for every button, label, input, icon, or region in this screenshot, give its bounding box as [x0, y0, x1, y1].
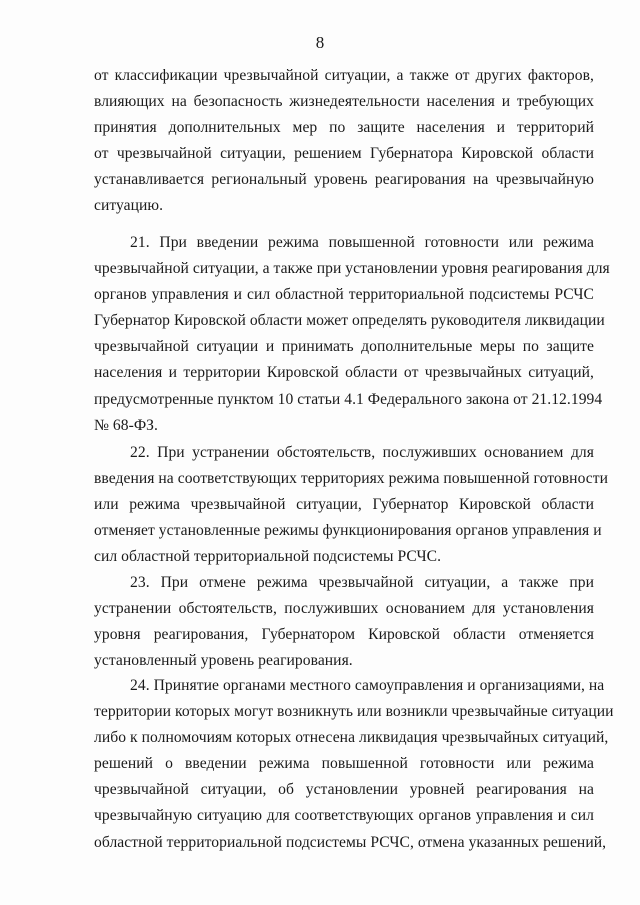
text-line: или режима чрезвычайной ситуации, Губернатор Кировской области [94, 496, 594, 514]
text-line: введения на соответствующих территориях режима повышенной готовности [94, 470, 609, 488]
text-line: отменяет установленные режимы функционирования органов управления и [94, 522, 602, 540]
text-line: 23. При отмене режима чрезвычайной ситуации, а также при [130, 574, 594, 591]
text-line: либо к полномочиям которых отнесена ликвидация чрезвычайных ситуаций, [94, 729, 609, 747]
text-line: уровня реагирования, Губернатором Кировской области отменяется [94, 626, 594, 644]
text-line: чрезвычайной ситуации и принимать дополнительные меры по защите [94, 338, 594, 356]
text-line: принятия дополнительных мер по защите населения и территорий [94, 119, 594, 137]
text-line: решений о введении режима повышенной готовности или режима [94, 755, 594, 773]
text-line: чрезвычайной ситуации, а также при установлении уровня реагирования для [94, 260, 610, 278]
page-number: 8 [315, 33, 325, 52]
text-line: областной территориальной подсистемы РСЧС, отмена указанных решений, [94, 833, 607, 851]
text-line: населения и территории Кировской области от чрезвычайных ситуаций, [94, 364, 594, 382]
text-line: устранении обстоятельств, послуживших основанием для установления [94, 600, 594, 618]
text-line: чрезвычайной ситуации, об установлении уровней реагирования на [94, 781, 594, 799]
text-line: устанавливается региональный уровень реагирования на чрезвычайную [94, 171, 594, 189]
text-line: от классификации чрезвычайной ситуации, а также от других факторов, [94, 67, 594, 84]
text-line: территории которых могут возникнуть или возникли чрезвычайные ситуации [94, 703, 614, 721]
text-line: органов управления и сил областной территориальной подсистемы РСЧС [94, 286, 594, 304]
text-line: чрезвычайную ситуацию для соответствующих органов управления и сил [94, 807, 594, 825]
text-line: № 68-ФЗ. [94, 416, 158, 434]
text-line: от чрезвычайной ситуации, решением Губернатора Кировской области [94, 145, 594, 163]
paragraph-p-21 [94, 230, 610, 439]
text-line: влияющих на безопасность жизнедеятельности населения и требующих [94, 93, 594, 111]
text-line: установленный уровень реагирования. [94, 652, 353, 670]
text-line: Губернатор Кировской области может определять руководителя ликвидации [94, 312, 605, 330]
text-line: 24. Принятие органами местного самоуправления и организациями, на [130, 677, 605, 694]
text-line: сил областной территориальной подсистемы РСЧС. [94, 548, 442, 566]
text-line: предусмотренные пунктом 10 статьи 4.1 Федерального закона от 21.12.1994 [94, 390, 603, 408]
text-line: ситуацию. [94, 197, 164, 215]
text-line: 21. При введении режима повышенной готовности или режима [130, 234, 594, 251]
paragraph-p-cont [94, 63, 594, 220]
paragraph-p-22 [94, 440, 609, 570]
paragraph-p-24 [94, 673, 614, 856]
text-line: 22. При устранении обстоятельств, послуживших основанием для [130, 444, 594, 461]
paragraph-p-23 [94, 570, 594, 674]
